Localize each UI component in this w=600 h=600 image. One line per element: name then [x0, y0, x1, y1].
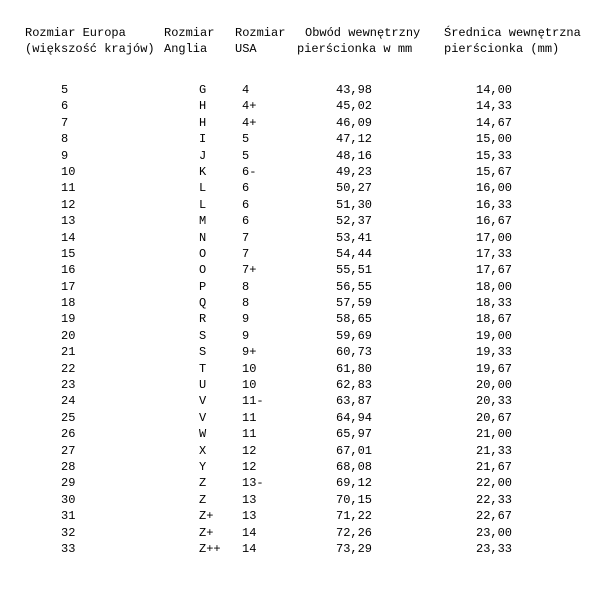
cell-diameter-mm: 17,00	[476, 230, 513, 245]
cell-uk-size: S	[199, 345, 207, 360]
cell-circumference-mm: 58,65	[336, 312, 373, 327]
table-row	[0, 148, 600, 164]
cell-usa-size: 11	[242, 410, 257, 425]
cell-uk-size: P	[199, 279, 207, 294]
cell-diameter-mm: 18,00	[476, 279, 513, 294]
cell-diameter-mm: 16,33	[476, 197, 513, 212]
table-row	[0, 443, 600, 459]
cell-eu-size: 12	[61, 197, 76, 212]
cell-circumference-mm: 56,55	[336, 279, 373, 294]
cell-usa-size: 10	[242, 361, 257, 376]
cell-diameter-mm: 22,67	[476, 509, 513, 524]
cell-usa-size: 6	[242, 181, 250, 196]
cell-circumference-mm: 70,15	[336, 492, 373, 507]
cell-eu-size: 5	[61, 83, 69, 97]
cell-usa-size: 6-	[242, 164, 257, 179]
cell-diameter-mm: 16,67	[476, 214, 513, 229]
cell-circumference-mm: 50,27	[336, 181, 373, 196]
table-row	[0, 98, 600, 114]
table-row	[0, 475, 600, 491]
table-row	[0, 344, 600, 360]
cell-uk-size: H	[199, 99, 207, 114]
cell-uk-size: Q	[199, 296, 207, 311]
cell-uk-size: U	[199, 378, 207, 393]
header-eu-size-line1: Rozmiar Europa	[25, 26, 126, 40]
cell-diameter-mm: 16,00	[476, 181, 513, 196]
cell-usa-size: 13	[242, 509, 257, 524]
cell-usa-size: 4	[242, 83, 250, 97]
cell-uk-size: Z+	[199, 509, 214, 524]
cell-usa-size: 8	[242, 279, 250, 294]
cell-usa-size: 4+	[242, 99, 257, 114]
cell-diameter-mm: 15,67	[476, 164, 513, 179]
cell-usa-size: 8	[242, 296, 250, 311]
cell-circumference-mm: 68,08	[336, 459, 373, 474]
header-diameter-line1: Średnica wewnętrzna	[444, 26, 581, 40]
cell-eu-size: 22	[61, 361, 76, 376]
table-header	[0, 25, 600, 65]
table-row	[0, 115, 600, 131]
table-row	[0, 492, 600, 508]
cell-eu-size: 11	[61, 181, 76, 196]
cell-circumference-mm: 45,02	[336, 99, 373, 114]
cell-usa-size: 11-	[242, 394, 264, 409]
table-row	[0, 82, 600, 98]
table-row	[0, 230, 600, 246]
cell-diameter-mm: 22,00	[476, 476, 513, 491]
cell-diameter-mm: 22,33	[476, 492, 513, 507]
cell-diameter-mm: 21,00	[476, 427, 513, 442]
cell-circumference-mm: 59,69	[336, 328, 373, 343]
table-row	[0, 328, 600, 344]
cell-usa-size: 7+	[242, 263, 257, 278]
cell-usa-size: 5	[242, 132, 250, 147]
table-row	[0, 279, 600, 295]
cell-circumference-mm: 67,01	[336, 443, 373, 458]
cell-usa-size: 12	[242, 459, 257, 474]
cell-eu-size: 8	[61, 132, 69, 147]
cell-eu-size: 13	[61, 214, 76, 229]
cell-usa-size: 7	[242, 246, 250, 261]
table-row	[0, 213, 600, 229]
cell-usa-size: 4+	[242, 115, 257, 130]
table-row	[0, 541, 600, 557]
table-row	[0, 361, 600, 377]
cell-usa-size: 13-	[242, 476, 264, 491]
table-row	[0, 377, 600, 393]
cell-eu-size: 18	[61, 296, 76, 311]
cell-usa-size: 14	[242, 541, 257, 556]
cell-diameter-mm: 23,33	[476, 541, 513, 556]
header-diameter-line2: pierścionka (mm)	[444, 42, 560, 56]
cell-usa-size: 9	[242, 328, 250, 343]
cell-eu-size: 9	[61, 148, 69, 163]
cell-diameter-mm: 18,33	[476, 296, 513, 311]
cell-diameter-mm: 14,67	[476, 115, 513, 130]
cell-circumference-mm: 62,83	[336, 378, 373, 393]
cell-uk-size: Y	[199, 459, 207, 474]
cell-eu-size: 17	[61, 279, 76, 294]
cell-eu-size: 7	[61, 115, 69, 130]
cell-diameter-mm: 18,67	[476, 312, 513, 327]
table-row	[0, 262, 600, 278]
cell-diameter-mm: 20,67	[476, 410, 513, 425]
cell-uk-size: R	[199, 312, 207, 327]
cell-uk-size: G	[199, 83, 207, 97]
cell-eu-size: 31	[61, 509, 76, 524]
cell-circumference-mm: 55,51	[336, 263, 373, 278]
cell-eu-size: 30	[61, 492, 76, 507]
table-row	[0, 525, 600, 541]
cell-diameter-mm: 15,00	[476, 132, 513, 147]
table-row	[0, 410, 600, 426]
cell-circumference-mm: 47,12	[336, 132, 373, 147]
cell-diameter-mm: 20,33	[476, 394, 513, 409]
cell-circumference-mm: 53,41	[336, 230, 373, 245]
cell-circumference-mm: 52,37	[336, 214, 373, 229]
cell-uk-size: Z	[199, 492, 207, 507]
cell-diameter-mm: 21,67	[476, 459, 513, 474]
cell-diameter-mm: 20,00	[476, 378, 513, 393]
cell-eu-size: 19	[61, 312, 76, 327]
cell-uk-size: Z++	[199, 541, 221, 556]
header-circumference-line2: pierścionka w mm	[297, 42, 413, 56]
cell-eu-size: 16	[61, 263, 76, 278]
cell-eu-size: 25	[61, 410, 76, 425]
cell-uk-size: O	[199, 263, 207, 278]
cell-uk-size: I	[199, 132, 207, 147]
cell-usa-size: 9+	[242, 345, 257, 360]
cell-eu-size: 32	[61, 525, 76, 540]
cell-usa-size: 13	[242, 492, 257, 507]
cell-uk-size: K	[199, 164, 207, 179]
cell-uk-size: N	[199, 230, 207, 245]
cell-diameter-mm: 19,00	[476, 328, 513, 343]
cell-usa-size: 14	[242, 525, 257, 540]
cell-diameter-mm: 14,33	[476, 99, 513, 114]
cell-circumference-mm: 48,16	[336, 148, 373, 163]
cell-eu-size: 10	[61, 164, 76, 179]
cell-uk-size: W	[199, 427, 207, 442]
cell-uk-size: Z	[199, 476, 207, 491]
table-row	[0, 180, 600, 196]
cell-eu-size: 21	[61, 345, 76, 360]
header-usa-size-line2: USA	[235, 42, 257, 56]
cell-circumference-mm: 69,12	[336, 476, 373, 491]
cell-eu-size: 33	[61, 541, 76, 556]
cell-diameter-mm: 17,67	[476, 263, 513, 278]
cell-diameter-mm: 21,33	[476, 443, 513, 458]
cell-circumference-mm: 71,22	[336, 509, 373, 524]
cell-usa-size: 11	[242, 427, 257, 442]
cell-usa-size: 7	[242, 230, 250, 245]
cell-uk-size: O	[199, 246, 207, 261]
cell-circumference-mm: 54,44	[336, 246, 373, 261]
cell-uk-size: V	[199, 410, 207, 425]
cell-uk-size: H	[199, 115, 207, 130]
header-uk-size-line1: Rozmiar	[164, 26, 215, 40]
cell-circumference-mm: 64,94	[336, 410, 373, 425]
cell-usa-size: 6	[242, 214, 250, 229]
cell-circumference-mm: 72,26	[336, 525, 373, 540]
cell-usa-size: 9	[242, 312, 250, 327]
table-row	[0, 246, 600, 262]
cell-circumference-mm: 51,30	[336, 197, 373, 212]
table-row	[0, 197, 600, 213]
cell-circumference-mm: 65,97	[336, 427, 373, 442]
cell-eu-size: 23	[61, 378, 76, 393]
cell-uk-size: M	[199, 214, 207, 229]
cell-diameter-mm: 15,33	[476, 148, 513, 163]
cell-eu-size: 29	[61, 476, 76, 491]
header-eu-size-line2: (większość krajów)	[25, 42, 155, 56]
cell-uk-size: L	[199, 197, 207, 212]
cell-circumference-mm: 43,98	[336, 83, 373, 97]
cell-uk-size: S	[199, 328, 207, 343]
cell-eu-size: 26	[61, 427, 76, 442]
table-row	[0, 508, 600, 524]
cell-eu-size: 27	[61, 443, 76, 458]
cell-diameter-mm: 23,00	[476, 525, 513, 540]
cell-diameter-mm: 17,33	[476, 246, 513, 261]
cell-uk-size: X	[199, 443, 207, 458]
cell-diameter-mm: 19,33	[476, 345, 513, 360]
header-usa-size-line1: Rozmiar	[235, 26, 286, 40]
cell-eu-size: 14	[61, 230, 76, 245]
cell-eu-size: 15	[61, 246, 76, 261]
cell-eu-size: 28	[61, 459, 76, 474]
cell-uk-size: T	[199, 361, 207, 376]
cell-circumference-mm: 63,87	[336, 394, 373, 409]
table-row	[0, 164, 600, 180]
table-row	[0, 426, 600, 442]
table-body	[0, 82, 600, 557]
table-row	[0, 393, 600, 409]
header-circumference-line1: Obwód wewnętrzny	[305, 26, 421, 40]
cell-uk-size: L	[199, 181, 207, 196]
cell-eu-size: 20	[61, 328, 76, 343]
cell-uk-size: J	[199, 148, 207, 163]
cell-circumference-mm: 61,80	[336, 361, 373, 376]
cell-circumference-mm: 49,23	[336, 164, 373, 179]
cell-diameter-mm: 19,67	[476, 361, 513, 376]
table-row	[0, 295, 600, 311]
cell-circumference-mm: 73,29	[336, 541, 373, 556]
cell-uk-size: Z+	[199, 525, 214, 540]
cell-usa-size: 5	[242, 148, 250, 163]
cell-usa-size: 12	[242, 443, 257, 458]
table-row	[0, 459, 600, 475]
cell-circumference-mm: 60,73	[336, 345, 373, 360]
table-row	[0, 131, 600, 147]
table-row	[0, 311, 600, 327]
cell-usa-size: 10	[242, 378, 257, 393]
header-uk-size-line2: Anglia	[164, 42, 208, 56]
cell-uk-size: V	[199, 394, 207, 409]
cell-circumference-mm: 46,09	[336, 115, 373, 130]
cell-eu-size: 6	[61, 99, 69, 114]
cell-eu-size: 24	[61, 394, 76, 409]
cell-usa-size: 6	[242, 197, 250, 212]
cell-circumference-mm: 57,59	[336, 296, 373, 311]
cell-diameter-mm: 14,00	[476, 83, 513, 97]
